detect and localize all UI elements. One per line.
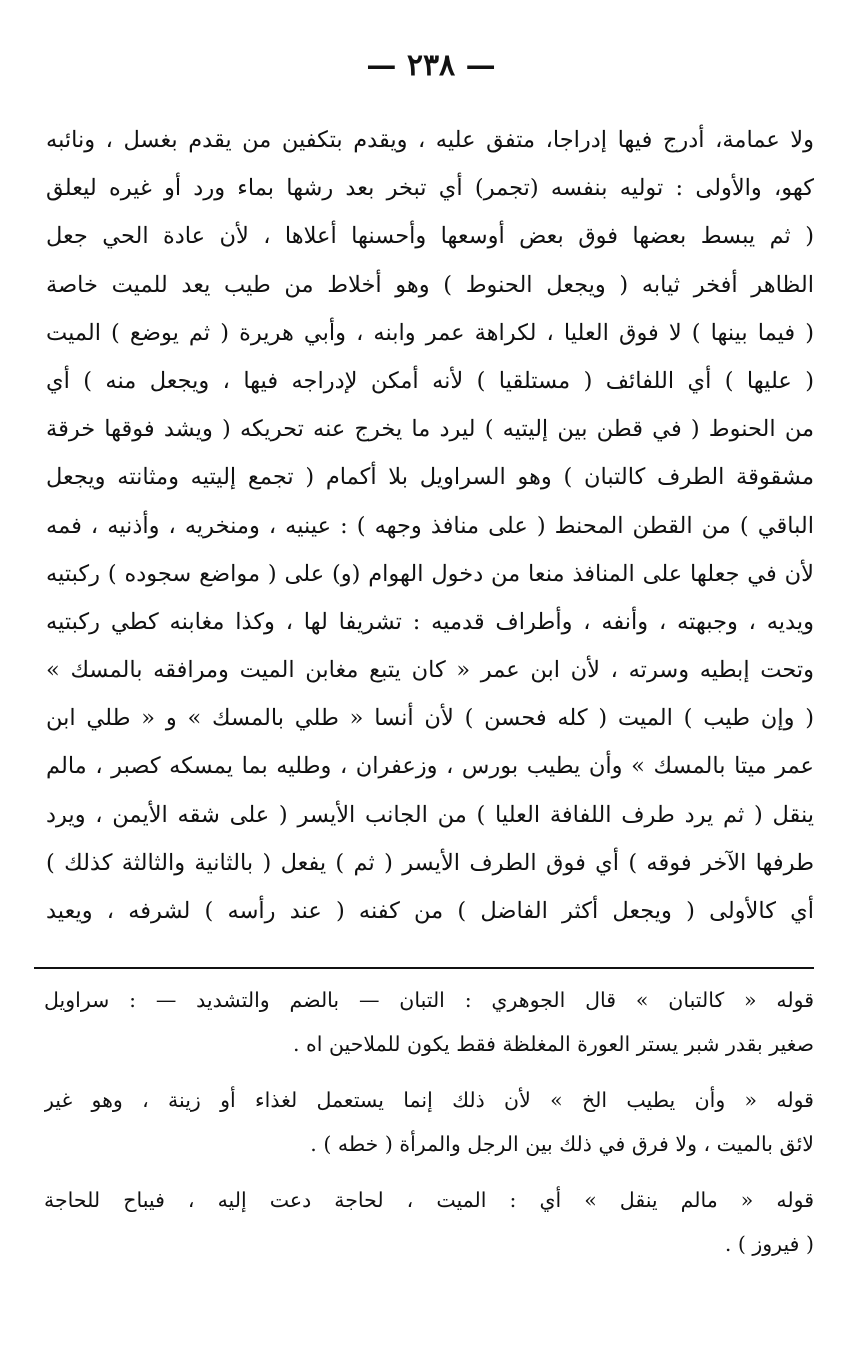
- footnote-line: قوله « كالتبان » قال الجوهري : التبان — بالضم والتشديد — : سراويل: [44, 988, 814, 1012]
- page-number: — ٢٣٨ —: [366, 48, 496, 83]
- footnote-line: صغير بقدر شبر يستر العورة المغلظة فقط يكون للملاحين اه .: [292, 1032, 814, 1056]
- main-text-line: ( فيما بينها ) لا فوق العليا ، لكراهة عمر وابنه ، وأبي هريرة ( ثم يوضع ) الميت: [46, 319, 814, 346]
- main-text-line: ( وإن طيب ) الميت ( كله فحسن ) لأن أنسا « طلي بالمسك » و « طلي ابن: [46, 705, 814, 732]
- main-text-line: ويديه ، وجبهته ، وأنفه ، وأطراف قدميه : تشريفا لها ، وكذا مغابنه كطي ركبتيه: [46, 608, 814, 635]
- main-text-line: طرفها الآخر فوقه ) أي فوق الطرف الأيسر ( ثم ) يفعل ( بالثانية والثالثة كذلك ): [46, 849, 814, 876]
- main-text-line: لأن في جعلها على المنافذ منعا من دخول الهوام (و) على ( مواضع سجوده ) ركبتيه: [46, 560, 814, 587]
- main-text-line: ( ثم يبسط بعضها فوق بعض أوسعها وأحسنها أعلاها ، لأن عادة الحي جعل: [46, 223, 814, 250]
- main-text-line: مشقوقة الطرف كالتبان ) وهو السراويل بلا أكمام ( تجمع إليتيه ومثانته ويجعل: [46, 464, 814, 491]
- main-text-line: ولا عمامة، أدرج فيها إدراجا، متفق عليه ، ويقدم بتكفين من يقدم بغسل ، ونائبه: [46, 127, 814, 153]
- main-text-line: ينقل ( ثم يرد طرف اللفافة العليا ) من الجانب الأيسر ( على شقه الأيمن ، ويرد: [46, 801, 814, 828]
- footnote: [44, 978, 814, 1066]
- footnote-line: قوله « مالم ينقل » أي : الميت ، لحاجة دعت إليه ، فيباح للحاجة: [44, 1188, 814, 1212]
- main-text-line: الباقي ) من القطن المحنط ( على منافذ وجهه ) : عينيه ، ومنخريه ، وأذنيه ، فمه: [46, 512, 814, 539]
- footnote-line: لائق بالميت ، ولا فرق في ذلك بين الرجل والمرأة ( خطه ) .: [310, 1132, 814, 1156]
- footnote-divider: [34, 967, 814, 969]
- main-text-line: وتحت إبطيه وسرته ، لأن ابن عمر « كان يتبع مغابن الميت ومرافقه بالمسك »: [46, 657, 814, 684]
- main-text-line: عمر ميتا بالمسك » وأن يطيب بورس ، وزعفران ، وطليه بما يمسكه كصبر ، مالم: [46, 753, 814, 780]
- main-text-line: من الحنوط ( في قطن بين إليتيه ) ليرد ما يخرج عنه تحريكه ( ويشد فوقها خرقة: [46, 416, 814, 443]
- main-text-line: أي كالأولى ( ويجعل أكثر الفاضل ) من كفنه ( عند رأسه ) لشرفه ، ويعيد: [46, 898, 814, 924]
- main-text: [46, 116, 814, 935]
- main-text-line: الظاهر أفخر ثيابه ( ويجعل الحنوط ) وهو أخلاط من طيب يعد للميت خاصة: [46, 271, 814, 298]
- footnotes: [44, 978, 814, 1278]
- main-text-line: ( عليها ) أي اللفائف ( مستلقيا ) لأنه أمكن لإدراجه فيها ، ويجعل منه ) أي: [46, 367, 814, 394]
- main-text-line: كهو، والأولى : توليه بنفسه (تجمر) أي تبخر بعد رشها بماء ورد أو غيره ليعلق: [46, 175, 814, 202]
- footnote-line: قوله « وأن يطيب الخ » لأن ذلك إنما يستعمل لغذاء أو زينة ، وهو غير: [44, 1088, 814, 1112]
- footnote: [44, 1078, 814, 1166]
- footnote: [44, 1178, 814, 1266]
- footnote-line: ( فيروز ) .: [724, 1232, 814, 1256]
